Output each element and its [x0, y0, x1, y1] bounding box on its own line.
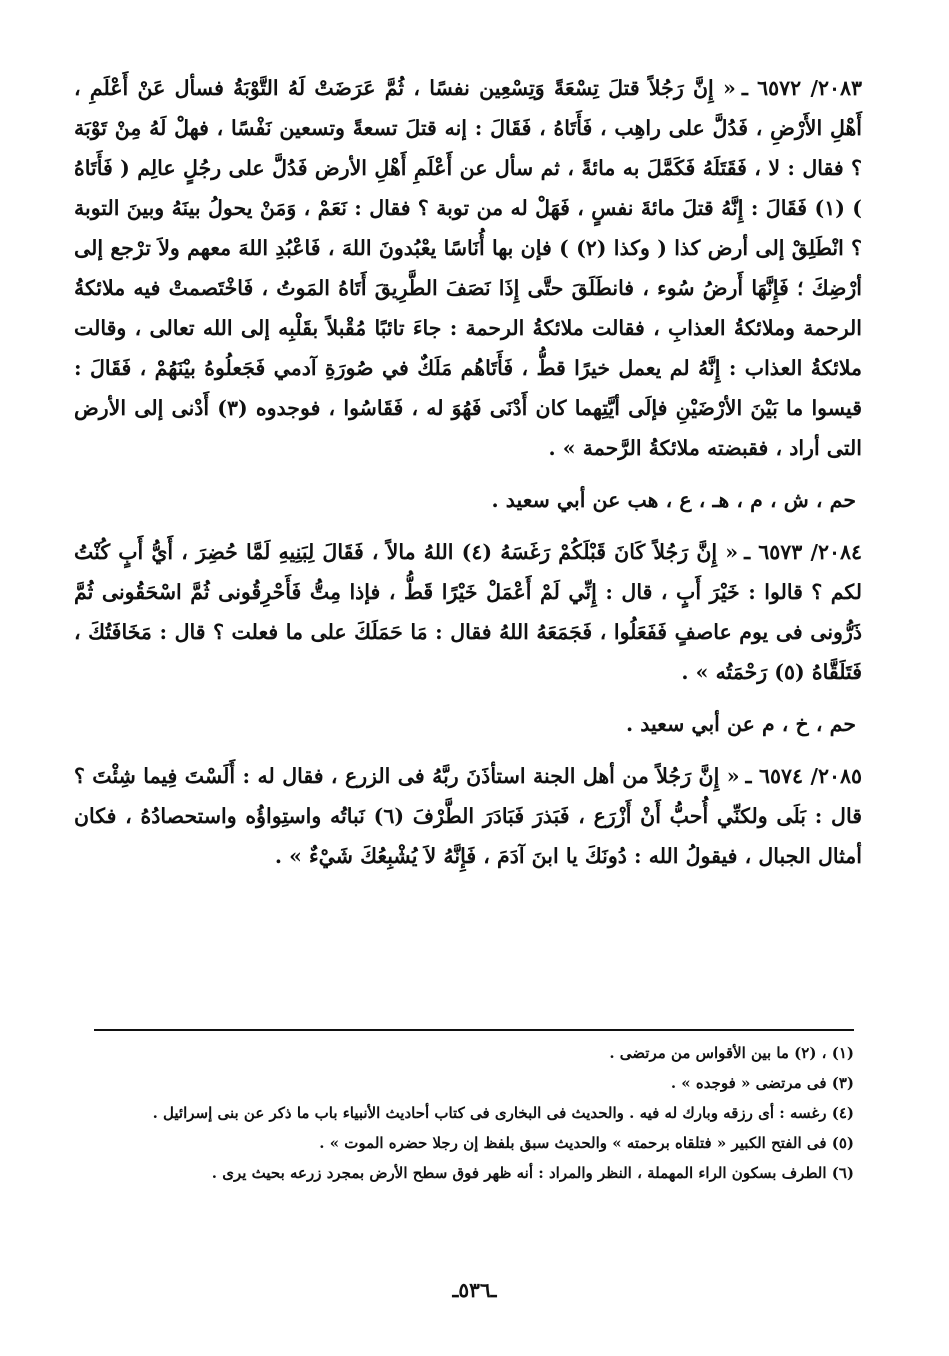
hadith-number: ٢٠٨٤/ ٦٥٧٣ ـ: [744, 540, 862, 564]
hadith-source: حم ، ش ، م ، هـ ، ع ، هب عن أبي سعيد .: [491, 488, 856, 512]
hadith-paragraph: [74, 756, 862, 876]
hadith-paragraph: [74, 532, 862, 692]
footnote-3: (٣) فى مرتضى « فوجده » .: [670, 1074, 854, 1092]
hadith-2083: [74, 68, 862, 468]
footnote-4: (٤) رغسه : أى رزقه وبارك له فيه . والحديث فى البخارى فى كتاب أحاديث الأنبياء باب ما ذكر عن بنى إسرائيل .: [152, 1104, 854, 1122]
footnote-5: (٥) فى الفتح الكبير « فتلقاه برحمته » والحديث سبق بلفظ إن رجلا حضره الموت » .: [319, 1134, 854, 1152]
footnote-6: (٦) الطرف بسكون الراء المهملة ، النظر والمراد : أنه ظهر فوق سطح الأرض بمجرد زرعه بحيث يرى .: [211, 1164, 854, 1182]
footnotes: [120, 1038, 854, 1188]
hadith-source: حم ، خ ، م عن أبي سعيد .: [625, 712, 856, 736]
hadith-text: « إِنَّ رَجُلاً كَانَ قَبْلَكُمْ رَغَسَهُ (٤) اللهُ مالاً ، فَقَالَ لِبَنِيهِ لَمَّا حُضِرَ ، أَيُّ أَبٍ كُنْتُ لكم ؟ قالوا : خَيْرَ أَبٍ ، قال : إِنِّي لَمْ أَعْمَلْ خَيْرًا قَطُّ ، فإذا مِتُّ فَأَحْرِقُونى ثُمَّ اسْحَقُونى ثُمَّ ذَرُّونى فى يوم عاصفٍ فَفَعَلُوا ، فَجَمَعَهُ اللهُ فقال : مَا حَمَلَكَ على ما فعلت ؟ قال : مَخَافَتُكَ ، فَتَلَقَّاهُ (٥) رَحْمَتُه » .: [74, 540, 862, 684]
hadith-text: « إِنَّ رَجُلاً قتلَ تِسْعَةً وَتِسْعِين نفسًا ، ثُمَّ عَرَضَتْ لَهُ التَّوْبَةُ فسأل عَنْ أَعْلَمِ ، أَهْلِ الأَرْضِ ، فَدُلَّ على راهِب ، فَأَتَاهُ ، فَقَالَ : إنه قتلَ تسعةً وتسعين نَفْسًا ، فهلْ لَهُ مِنْ تَوْبَة ؟ فقال : لا ، فَقَتَلَهُ فَكَمَّلَ به مائةً ، ثم سأل عن أَعْلَمِ أَهْلِ الأرض فَدُلَّ على رجُلٍ عالِم ( فَأَتَاهُ ) (١) فَقَالَ : إِنَّهُ قتلَ مائةَ نفسٍ ، فَهَلْ له من توبة ؟ فقال : نَعَمْ ، وَمَنْ يحولُ بينَهُ وبينَ التوبة ؟ انْطَلِقْ إلى أرض كذا ( وكذا (٢) ) فإن بها أُنَاسًا يعْبُدونَ اللهَ ، فَاعْبُدِ اللهَ معهم ولاَ ترْجع إلى أرْضِكَ ؛ فَإِنَّهَا أَرضُ سُوء ، فانطَلَقَ حتَّى إِذَا نَصَفَ الطَّرِيقَ أَتَاهُ المَوتُ ، فَاخْتَصمتْ فيه ملائكةُ الرحمة وملائكةُ العذابِ ، فقالت ملائكةُ الرحمة : جاءَ تائبًا مُقْبلاً بقَلْبِه إلى الله تعالى ، وقالت ملائكةُ العذاب : إِنَّهُ لم يعمل خيرًا قطُّ ، فَأَتَاهُم مَلَكٌ في صُورَةِ آدمي فَجَعلُوهُ بيْنَهُمْ ، فَقَالَ : قيسوا ما بَيْنَ الأرْضَيْنِ فإلَى أيَّتِهما كان أَدْنَى فَهُوَ له ، فَقَاسُوا ، فوجدوه (٣) أَدْنى إلى الأرض التى أراد ، فقبضته ملائكةُ الرَّحمة » .: [74, 76, 862, 460]
hadith-2084: [74, 532, 862, 692]
hadith-number: ٢٠٨٥/ ٦٥٧٤ ـ: [745, 764, 862, 788]
hadith-number: ٢٠٨٣/ ٦٥٧٢ ـ: [741, 76, 862, 100]
footnote-divider: [94, 1029, 854, 1031]
main-text-body: [74, 68, 862, 876]
hadith-2085: [74, 756, 862, 876]
page-number: ـ٥٣٦ـ: [452, 1278, 497, 1302]
hadith-text: « إِنَّ رَجُلاً من أهل الجنة استأذَنَ ربَّهُ فى الزرع ، فقال له : أَلَسْتَ فِيما شِئْتَ ؟ قال : بَلَى ولكنِّي أُحبُّ أَنْ أَزْرَع ، فَبَذرَ فَبَادَرَ الطَّرْفَ (٦) نَباتُه واستِواؤُه واستحصادُهُ ، فكان أمثال الجبال ، فيقولُ الله : دُونَكَ يا ابنَ آدَمَ ، فَإِنَّهُ لاَ يُشْبِعُكَ شَيْءٌ » .: [74, 764, 862, 868]
hadith-paragraph: [74, 68, 862, 468]
footnote-1: (١) ، (٢) ما بين الأقواس من مرتضى .: [609, 1044, 854, 1062]
